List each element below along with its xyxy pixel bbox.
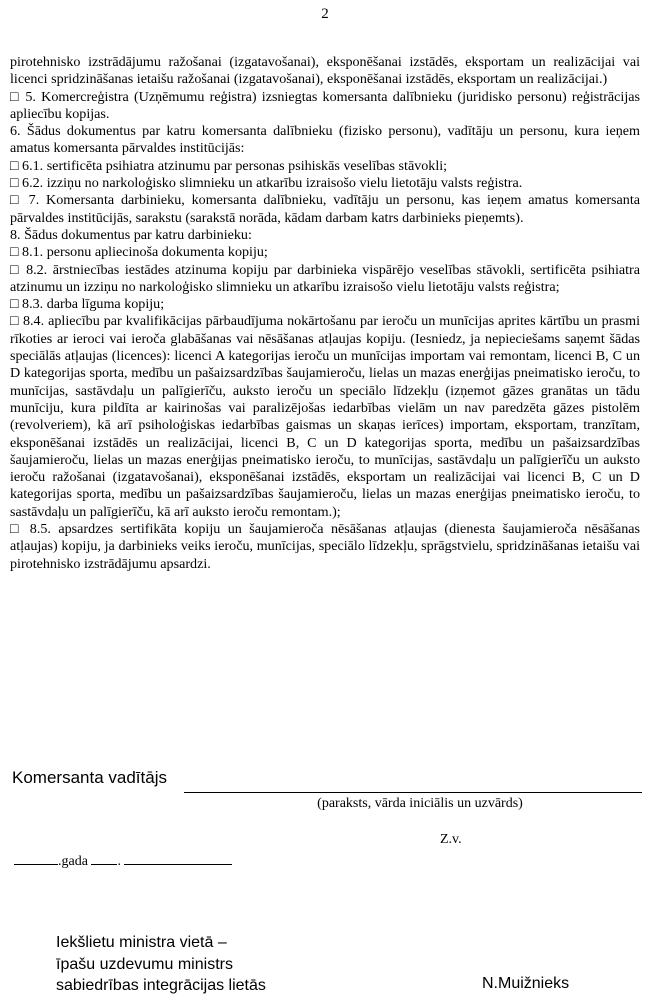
minister-name: N.Muižnieks — [482, 975, 570, 992]
signature-label: Komersanta vadītājs — [12, 768, 167, 787]
paragraph-item-8: 8. Šādus dokumentus par katru darbinieku: — [10, 226, 252, 243]
page-number: 2 — [321, 6, 329, 22]
closing-line-2: īpašu uzdevumu ministrs — [56, 955, 233, 973]
year-blank — [14, 850, 58, 865]
signature-caption: (paraksts, vārda iniciālis un uzvārds) — [317, 796, 523, 811]
stamp-mark: Z.v. — [440, 832, 462, 847]
paragraph-item-8-3: □ 8.3. darba līguma kopiju; — [10, 296, 165, 313]
paragraph-item-6-1: □ 6.1. sertificēta psihiatra atzinumu par personas psihiskās veselības stāvokli; — [10, 157, 448, 174]
closing-block — [56, 932, 266, 997]
signature-line — [184, 792, 642, 793]
date-dot: . — [117, 854, 121, 869]
closing-line-3: sabiedrības integrācijas lietās — [56, 977, 266, 994]
document-body — [10, 54, 640, 573]
paragraph-item-8-1: □ 8.1. personu apliecinoša dokumenta kopiju; — [10, 244, 268, 261]
paragraph-item-8-5: □ 8.5. apsardzes sertifikāta kopiju un šaujamieroča nēsāšanas atļaujas (dienesta šaujamieroča nēsāšanas atļaujas) kopiju, ja darbinieks veiks ieroču, munīcijas, speciālo līdzekļu, sprāgstvielu, spridzināšanas ietaišu vai pirotehnisko izstrādājumu apsardzi. — [10, 521, 640, 572]
closing-line-1: Iekšlietu ministra vietā – — [56, 934, 227, 951]
paragraph-item-7: □ 7. Komersanta darbinieku, komersanta dalībnieku, vadītāju un personu, kas ieņem amatus komersanta pārvaldes institūcijās, sarakstu (sarakstā norāda, kādam darbam katrs darbinieks pieņemts). — [10, 192, 640, 226]
year-label: .gada — [58, 854, 88, 869]
paragraph-item-6: 6. Šādus dokumentus par katru komersanta dalībnieku (fizisko personu), vadītāju un personu, kura ieņem amatus komersanta pārvaldes institūcijās: — [10, 123, 640, 157]
paragraph-item-8-2: □ 8.2. ārstniecības iestādes atzinuma kopiju par darbinieka vispārējo veselības stāvokli, sertificēta psihiatra atzinumu un izziņu no narkoloģisko slimnieku un atkarību izraisošo vielu lietotāju valsts reģistra; — [10, 261, 640, 295]
paragraph-continuation: pirotehnisko izstrādājumu ražošanai (izgatavošanai), eksponēšanai izstādēs, eksportam un realizācijai vai licenci spridzināšanas ietaišu ražošanai (izgatavošanai), eksponēšanai izstādēs, eksportam un realizācijai.) — [10, 54, 640, 88]
paragraph-item-5: □ 5. Komercreģistra (Uzņēmumu reģistra) izsniegtas komersanta dalībnieku (juridisko personu) reģistrācijas apliecību kopijas. — [10, 88, 640, 122]
paragraph-item-6-2: □ 6.2. izziņu no narkoloģisko slimnieku un atkarību izraisošo vielu lietotāju valsts reģistra. — [10, 175, 523, 192]
date-row — [14, 850, 232, 870]
month-blank — [124, 850, 232, 865]
day-blank — [91, 850, 117, 865]
paragraph-item-8-4: □ 8.4. apliecību par kvalifikācijas pārbaudījuma nokārtošanu par ieroču un munīcijas aprites kārtību un prasmi rīkoties ar ieroci vai ieroča glabāšanas vai nēsāšanas atļaujas kopiju. (Iesniedz, ja nepieciešams saņemt šādas speciālās atļaujas (licences): licenci A kategorijas ieroču un munīcijas importam vai remontam, licenci B, C un D kategorijas sporta, medību un pašaizsardzības šaujamieroču, lielas un mazas enerģijas pneimatisko ieroču, to munīcijas, sastāvdaļu un palīgierīču, aukstо ieroču un speciālo līdzekļu (izņemot gāzes granātas un tādu munīciju, kura pildīta ar kairinošas vai paralizējošas iedarbības vielām un nav paredzēta gāzes pistolēm (revolveriem), kā arī psiholoģiskas iedarbības gaismas un skaņas ierīces) importam, eksportam, tranzītam, eksponēšanai izstādēs un realizācijai, licenci B, C un D kategorijas sporta, medību un pašaizsardzības šaujamieroču, lielas un mazas enerģijas pneimatisko ieroču, to munīcijas, sastāvdaļu un palīgierīču un aukstо ieroču ražošanai (izgatavošanai), eksponēšanai izstādēs, eksportam un realizācijai vai licenci B, C un D kategorijas sporta, medību un pašaizsardzības šaujamieroču, lielas un mazas enerģijas pneimatisko ieroču, to sastāvdaļu un palīgierīču, kā arī aukstо ieroču remontam.); — [10, 313, 640, 520]
